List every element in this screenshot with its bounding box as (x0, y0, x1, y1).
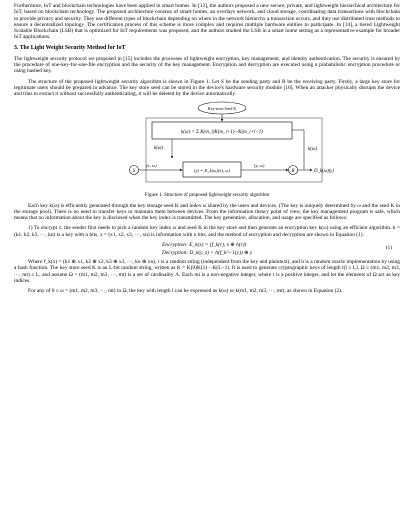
sender-node-label: S (132, 168, 136, 174)
algorithm-diagram (42, 100, 372, 192)
paragraph-key-length: For any of 0 ≤ ω = (m1, m2, m3, ···, mt) in Ω, the key with length l can be expressed as k(ω) or k(m1, m2, m3, ···, mt), as shown in Equation (2). (28, 288, 343, 295)
k-omega-left-label: k(ω) (154, 145, 164, 151)
paragraph-key-generation: Each key k(ω) is efficiently generated through the key storage seed K and index ω shared by the users and devices. (The key is uniquely determined by ω and the seed K in the storage pool). There is no need to transfer keys or maintain them between devices. From the information theory point of view, the key management program is safe, which means that no information about the key is disclosed when the key index is transmitted. The key generation, allocation, and usage are specified as follows: (14, 202, 400, 222)
figure-1 (14, 100, 400, 192)
figure-caption: Figure 1. Structure of proposed lightweight security algorithm (144, 192, 270, 198)
paragraph-where-definitions: Where f_k(x) = (k1 ⊕ x1, k2 ⊕ x2, k3 ⊕ x3, ···, kn ⊕ xn), r is a random string (independent from the key and plaintext), and h is a random oracle implementation by using a hash function. The key store seed K is an L-bit random string, written as K = K(0)K(1)···K(L−1). It is used to generate cryptographic keys of length l(l ≤ L). Ω ≤ (m1, m2, m3, ···, mt) ≤ L, and assume Ω = (m1, m2, m3, ···, mt) is a set of cardinality Λ. Each mi is a non-negative integer, where t is a positive integer, and let the elements of Ω act as key indices. (14, 259, 400, 284)
key-store-seed-label: Key-store Seed K (207, 105, 237, 111)
input-label: (x, ω) (146, 162, 157, 168)
section-heading: 3. The Light Weight Security Method for IoT (14, 44, 126, 51)
equation-encryption: Encryption: E_k(x) = (f_k(r), x ⊕ h(r)) (162, 241, 247, 248)
equation-1 (14, 238, 400, 259)
decryption-label: D_k(ω)(y) (314, 168, 334, 174)
paragraph-encrypt-step: 1) To encrypt x, the sender first needs to pick a random key index ω and seed K in the key store and then generate an encryption key k(ω) using an efficient algorithm. k = (k1, k2, k3, ···, kn) is a key with n bits, x = (x1, x2, x3, ···, xn) is information with n bits, and the method of encryption and decryption are shown in Equation (1). (14, 225, 400, 238)
equation-decryption: Decryption: D_k(y, z) = h(f_k^−1(y)) ⊕ z (162, 249, 252, 256)
encryption-formula: (y) = E_k(ω)(x), ω) (193, 167, 231, 173)
k-omega-right-label: k(ω) (308, 146, 318, 152)
key-generation-formula: k(ω) = Σ K(m_i)K(m_i+1)···K(m_i+l−1) (181, 129, 263, 135)
receiver-node-label: R (291, 168, 295, 174)
paragraph-structure: The structure of the proposed lightweight security algorithm is shown in Figure 1. Let S be the sending party and R be the receiving party. Firstly, a large key store for legitimate users should be prepared in advance. The key store seed can be stored in the device's hardware security module [16]. When an attacker physically disrupts the device and tries to extract it without successfully authenticating, it will be deleted by the device automatically. (14, 78, 400, 98)
paragraph-protocol-intro: The lightweight security protocol we proposed in [15] includes the processes of lightweight encryption, key management, and identity authentication. The security is ensured by the procedure of one-key-for-one-file encryption and the security of the key management. Encryption and decryption are executed using a probabilistic encryption procedure or using hashed key. (14, 55, 400, 75)
paragraph-iot-blockchain: Furthermore, IoT and blockchain technologies have been applied in smart homes. In [13], the authors proposed a new secure, private, and lightweight hierarchical architecture for IoT, based on blockchain technology. The proposed architecture consists of smart homes, an overlays network, and cloud storage, coordinating data transactions with blockchain to provide privacy and security. They use different types of blockchain depending on where in the network hierarchy a transaction occurs, and they use distributed trust methods to ensure a decentralized topology. The certification process of this scheme is more complex and requires multiple hardware entities to participate. In [14], a tiered Lightweight Scalable Blockchain (LSB) that is optimized for IoT requirements was proposed, and the authors studied the LSB in a smart home setting as a representative example for broader IoT applications. (14, 3, 400, 41)
output-label: (y, ω) (254, 162, 265, 168)
equation-number: (1) (385, 245, 392, 252)
